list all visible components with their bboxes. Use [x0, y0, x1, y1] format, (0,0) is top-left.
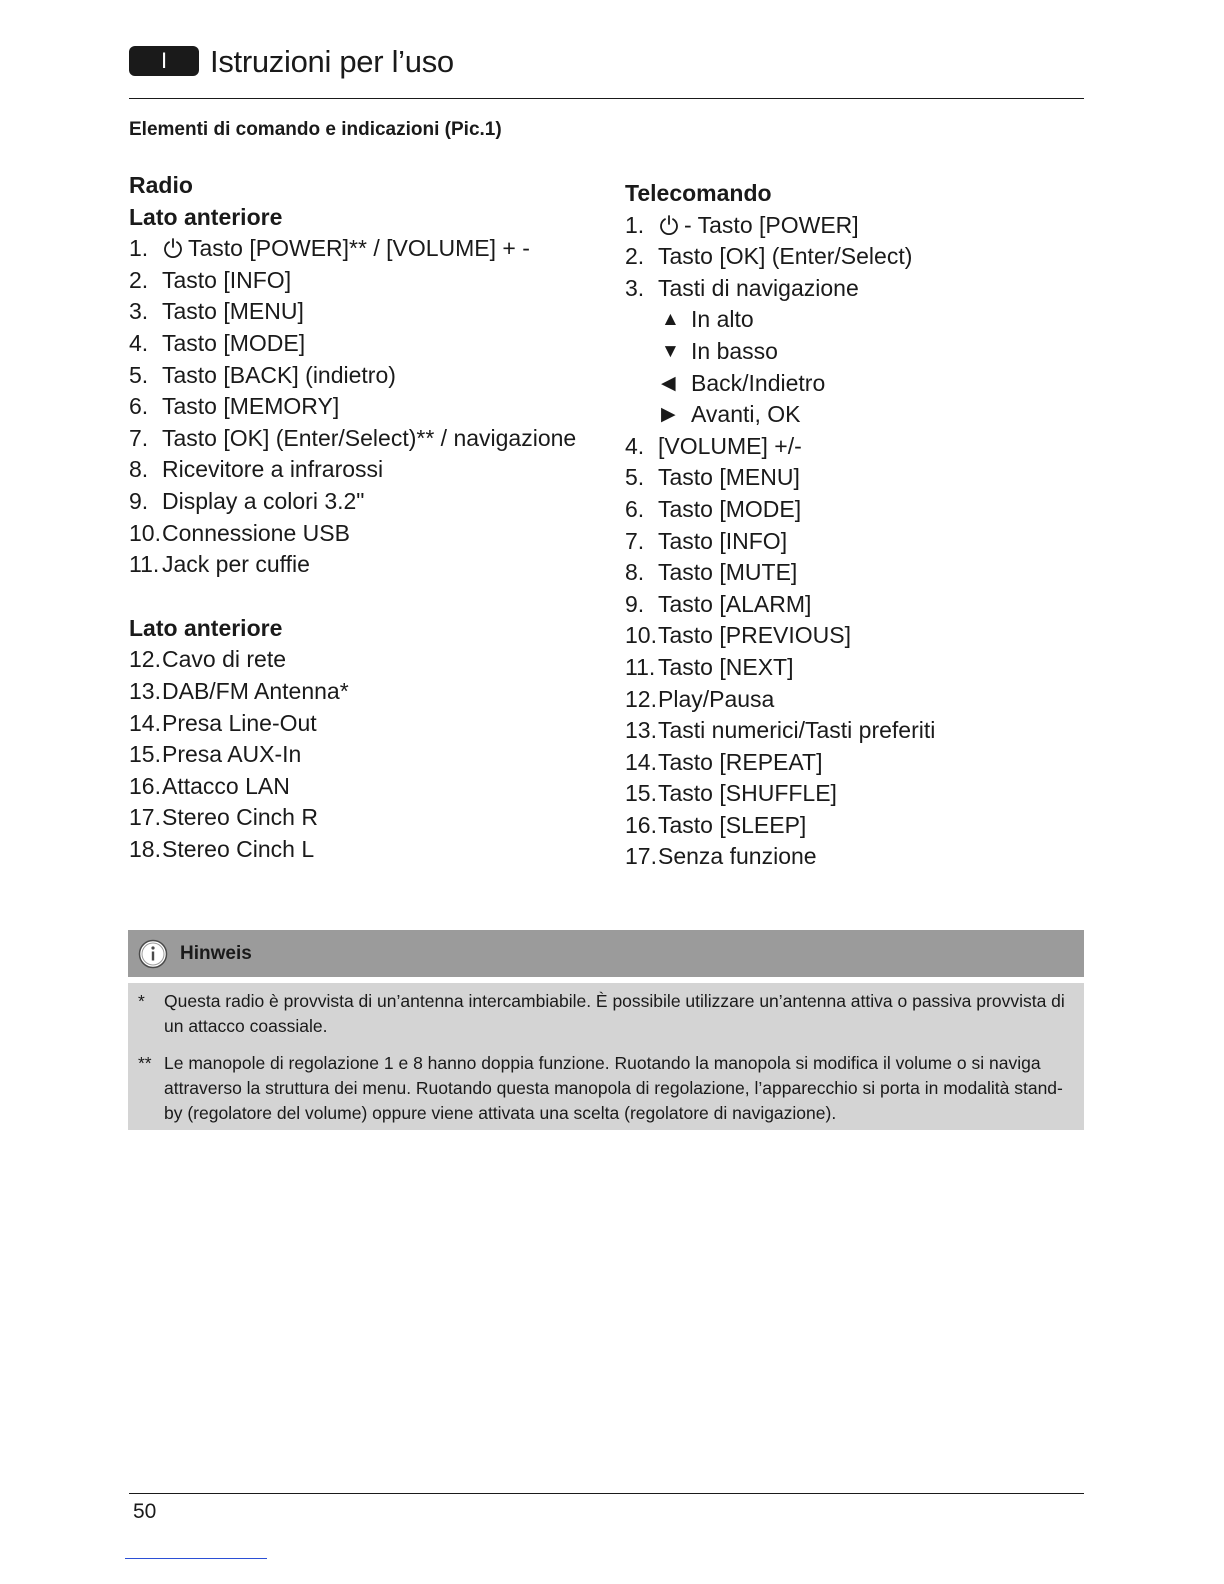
nav-sub-text: In basso [691, 337, 778, 364]
item-number: 13. [129, 677, 161, 704]
list-item [129, 265, 599, 297]
item-number: 14. [625, 748, 657, 775]
nav-sub-item [625, 336, 1085, 368]
item-number: 3. [625, 274, 645, 301]
item-number: 16. [625, 811, 657, 838]
item-number: 12. [129, 646, 161, 673]
note-box [128, 930, 1084, 1130]
list-item [625, 241, 1085, 273]
remote-items-list-continued [625, 431, 1085, 873]
item-text: Tasto [MODE] [162, 329, 306, 356]
list-item [129, 454, 599, 486]
item-text: Tasto [INFO] [658, 527, 788, 554]
item-number: 12. [625, 685, 657, 712]
nav-sub-item [625, 368, 1085, 400]
item-number: 15. [625, 780, 657, 807]
arrow-right-icon: ▶ [661, 404, 676, 426]
list-item [129, 676, 599, 708]
note-item [138, 989, 1070, 1039]
item-number: 14. [129, 709, 161, 736]
arrow-up-icon: ▲ [661, 309, 680, 331]
remote-items-list [625, 210, 1085, 305]
list-item [625, 684, 1085, 716]
item-text: Tasto [OK] (Enter/Select) [658, 243, 913, 270]
list-item [129, 423, 599, 455]
item-text: Tasto [NEXT] [658, 653, 794, 680]
header-divider [129, 98, 1084, 99]
list-item [129, 644, 599, 676]
item-text: Attacco LAN [162, 772, 290, 799]
rear-side-title: Lato anteriore [129, 614, 283, 641]
list-item [129, 549, 599, 581]
item-number: 1. [129, 235, 149, 262]
list-item [625, 526, 1085, 558]
note-header [128, 930, 1084, 977]
list-item [625, 210, 1085, 242]
item-text: Tasti numerici/Tasti preferiti [658, 717, 936, 744]
item-text: Tasto [POWER]** / [VOLUME] + - [188, 235, 530, 262]
item-text: DAB/FM Antenna* [162, 677, 349, 704]
item-text: Display a colori 3.2" [162, 487, 365, 514]
rear-items-list [129, 644, 599, 865]
list-item [625, 557, 1085, 589]
item-text: Play/Pausa [658, 685, 775, 712]
section-heading: Elementi di comando e indicazioni (Pic.1) [129, 119, 502, 140]
list-item [129, 360, 599, 392]
item-number: 9. [129, 487, 149, 514]
list-item [625, 810, 1085, 842]
list-item [625, 620, 1085, 652]
item-text: Tasto [MODE] [658, 495, 802, 522]
list-item [625, 462, 1085, 494]
list-item [129, 708, 599, 740]
arrow-down-icon: ▼ [661, 340, 680, 362]
item-text: Stereo Cinch L [162, 835, 315, 862]
list-item [625, 494, 1085, 526]
item-number: 16. [129, 772, 161, 799]
nav-sub-item [625, 304, 1085, 336]
remote-column [625, 178, 1085, 873]
item-text: Tasto [MENU] [162, 298, 304, 325]
item-number: 10. [625, 622, 657, 649]
document-title: Istruzioni per l’uso [210, 44, 454, 79]
item-number: 4. [625, 432, 645, 459]
list-item [129, 739, 599, 771]
nav-sub-text: Back/Indietro [691, 369, 826, 396]
list-item [625, 652, 1085, 684]
link-underline [125, 1558, 267, 1559]
list-item [625, 431, 1085, 463]
item-text: Tasto [OK] (Enter/Select)** / navigazione [162, 424, 577, 451]
arrow-left-icon: ◀ [661, 372, 676, 394]
item-number: 11. [129, 551, 160, 578]
note-text: Questa radio è provvista di un’antenna intercambiabile. È possibile utilizzare un’antenna attiva o passiva provvista di un attacco coassiale. [164, 991, 1065, 1036]
page-header [129, 40, 1084, 100]
item-text: Senza funzione [658, 843, 817, 870]
item-number: 2. [625, 243, 645, 270]
item-text: [VOLUME] +/- [658, 432, 802, 459]
item-number: 5. [129, 361, 149, 388]
item-text: Tasto [INFO] [162, 266, 292, 293]
footer-divider [129, 1493, 1084, 1494]
item-number: 5. [625, 464, 645, 491]
note-body [128, 983, 1084, 1130]
language-badge: I [129, 46, 199, 76]
item-text: Tasto [SHUFFLE] [658, 780, 837, 807]
item-text: Tasti di navigazione [658, 274, 859, 301]
item-number: 9. [625, 590, 645, 617]
item-text: Tasto [MEMORY] [162, 393, 340, 420]
page-number: 50 [133, 1500, 157, 1523]
item-number: 4. [129, 329, 149, 356]
power-icon [162, 237, 184, 259]
item-number: 10. [129, 519, 161, 546]
list-item [625, 715, 1085, 747]
spacer [129, 581, 599, 613]
note-title: Hinweis [180, 942, 252, 964]
list-item [625, 589, 1085, 621]
list-item [129, 771, 599, 803]
list-item [625, 747, 1085, 779]
item-text: Tasto [SLEEP] [658, 811, 807, 838]
item-text: Tasto [MUTE] [658, 559, 798, 586]
item-text: Ricevitore a infrarossi [162, 456, 384, 483]
item-number: 15. [129, 741, 161, 768]
info-icon [138, 939, 168, 969]
radio-column [129, 170, 599, 865]
radio-group-title: Radio [129, 172, 193, 198]
item-number: 8. [625, 559, 645, 586]
item-text: Presa Line-Out [162, 709, 317, 736]
item-number: 6. [129, 393, 149, 420]
list-item [129, 834, 599, 866]
note-marker: ** [138, 1053, 152, 1073]
item-text: Tasto [MENU] [658, 464, 800, 491]
list-item [129, 296, 599, 328]
item-text: - Tasto [POWER] [684, 211, 859, 238]
item-number: 17. [129, 804, 161, 831]
item-number: 11. [625, 653, 656, 680]
note-marker: * [138, 991, 145, 1011]
list-item [625, 841, 1085, 873]
note-item [138, 1051, 1070, 1126]
item-number: 7. [129, 424, 149, 451]
item-text: Jack per cuffie [162, 551, 310, 578]
item-text: Tasto [PREVIOUS] [658, 622, 852, 649]
front-items-list [129, 233, 599, 581]
item-text: Tasto [BACK] (indietro) [162, 361, 396, 388]
front-side-title: Lato anteriore [129, 203, 283, 230]
item-number: 1. [625, 211, 645, 238]
item-text: Connessione USB [162, 519, 350, 546]
remote-title: Telecomando [625, 180, 772, 206]
item-text: Stereo Cinch R [162, 804, 318, 831]
item-number: 8. [129, 456, 149, 483]
nav-sub-item [625, 399, 1085, 431]
item-text: Tasto [ALARM] [658, 590, 812, 617]
nav-sub-text: In alto [691, 306, 754, 333]
power-icon [658, 214, 680, 236]
list-item [129, 233, 599, 265]
list-item [625, 778, 1085, 810]
item-number: 17. [625, 843, 657, 870]
list-item [129, 802, 599, 834]
item-text: Tasto [REPEAT] [658, 748, 823, 775]
item-number: 6. [625, 495, 645, 522]
list-item [129, 486, 599, 518]
item-number: 7. [625, 527, 645, 554]
item-text: Cavo di rete [162, 646, 287, 673]
item-number: 13. [625, 717, 657, 744]
nav-sub-text: Avanti, OK [691, 401, 801, 428]
item-number: 18. [129, 835, 161, 862]
list-item [129, 328, 599, 360]
list-item [129, 518, 599, 550]
item-number: 2. [129, 266, 149, 293]
list-item [625, 273, 1085, 305]
list-item [129, 391, 599, 423]
item-number: 3. [129, 298, 149, 325]
item-text: Presa AUX-In [162, 741, 302, 768]
note-text: Le manopole di regolazione 1 e 8 hanno doppia funzione. Ruotando la manopola si modifica il volume o si naviga attraverso la struttura dei menu. Ruotando questa manopola di regolazione, l’apparecchio si porta in modalità stand-by (regolatore del volume) oppure viene attivata una scelta (regolatore di navigazione). [164, 1053, 1063, 1123]
